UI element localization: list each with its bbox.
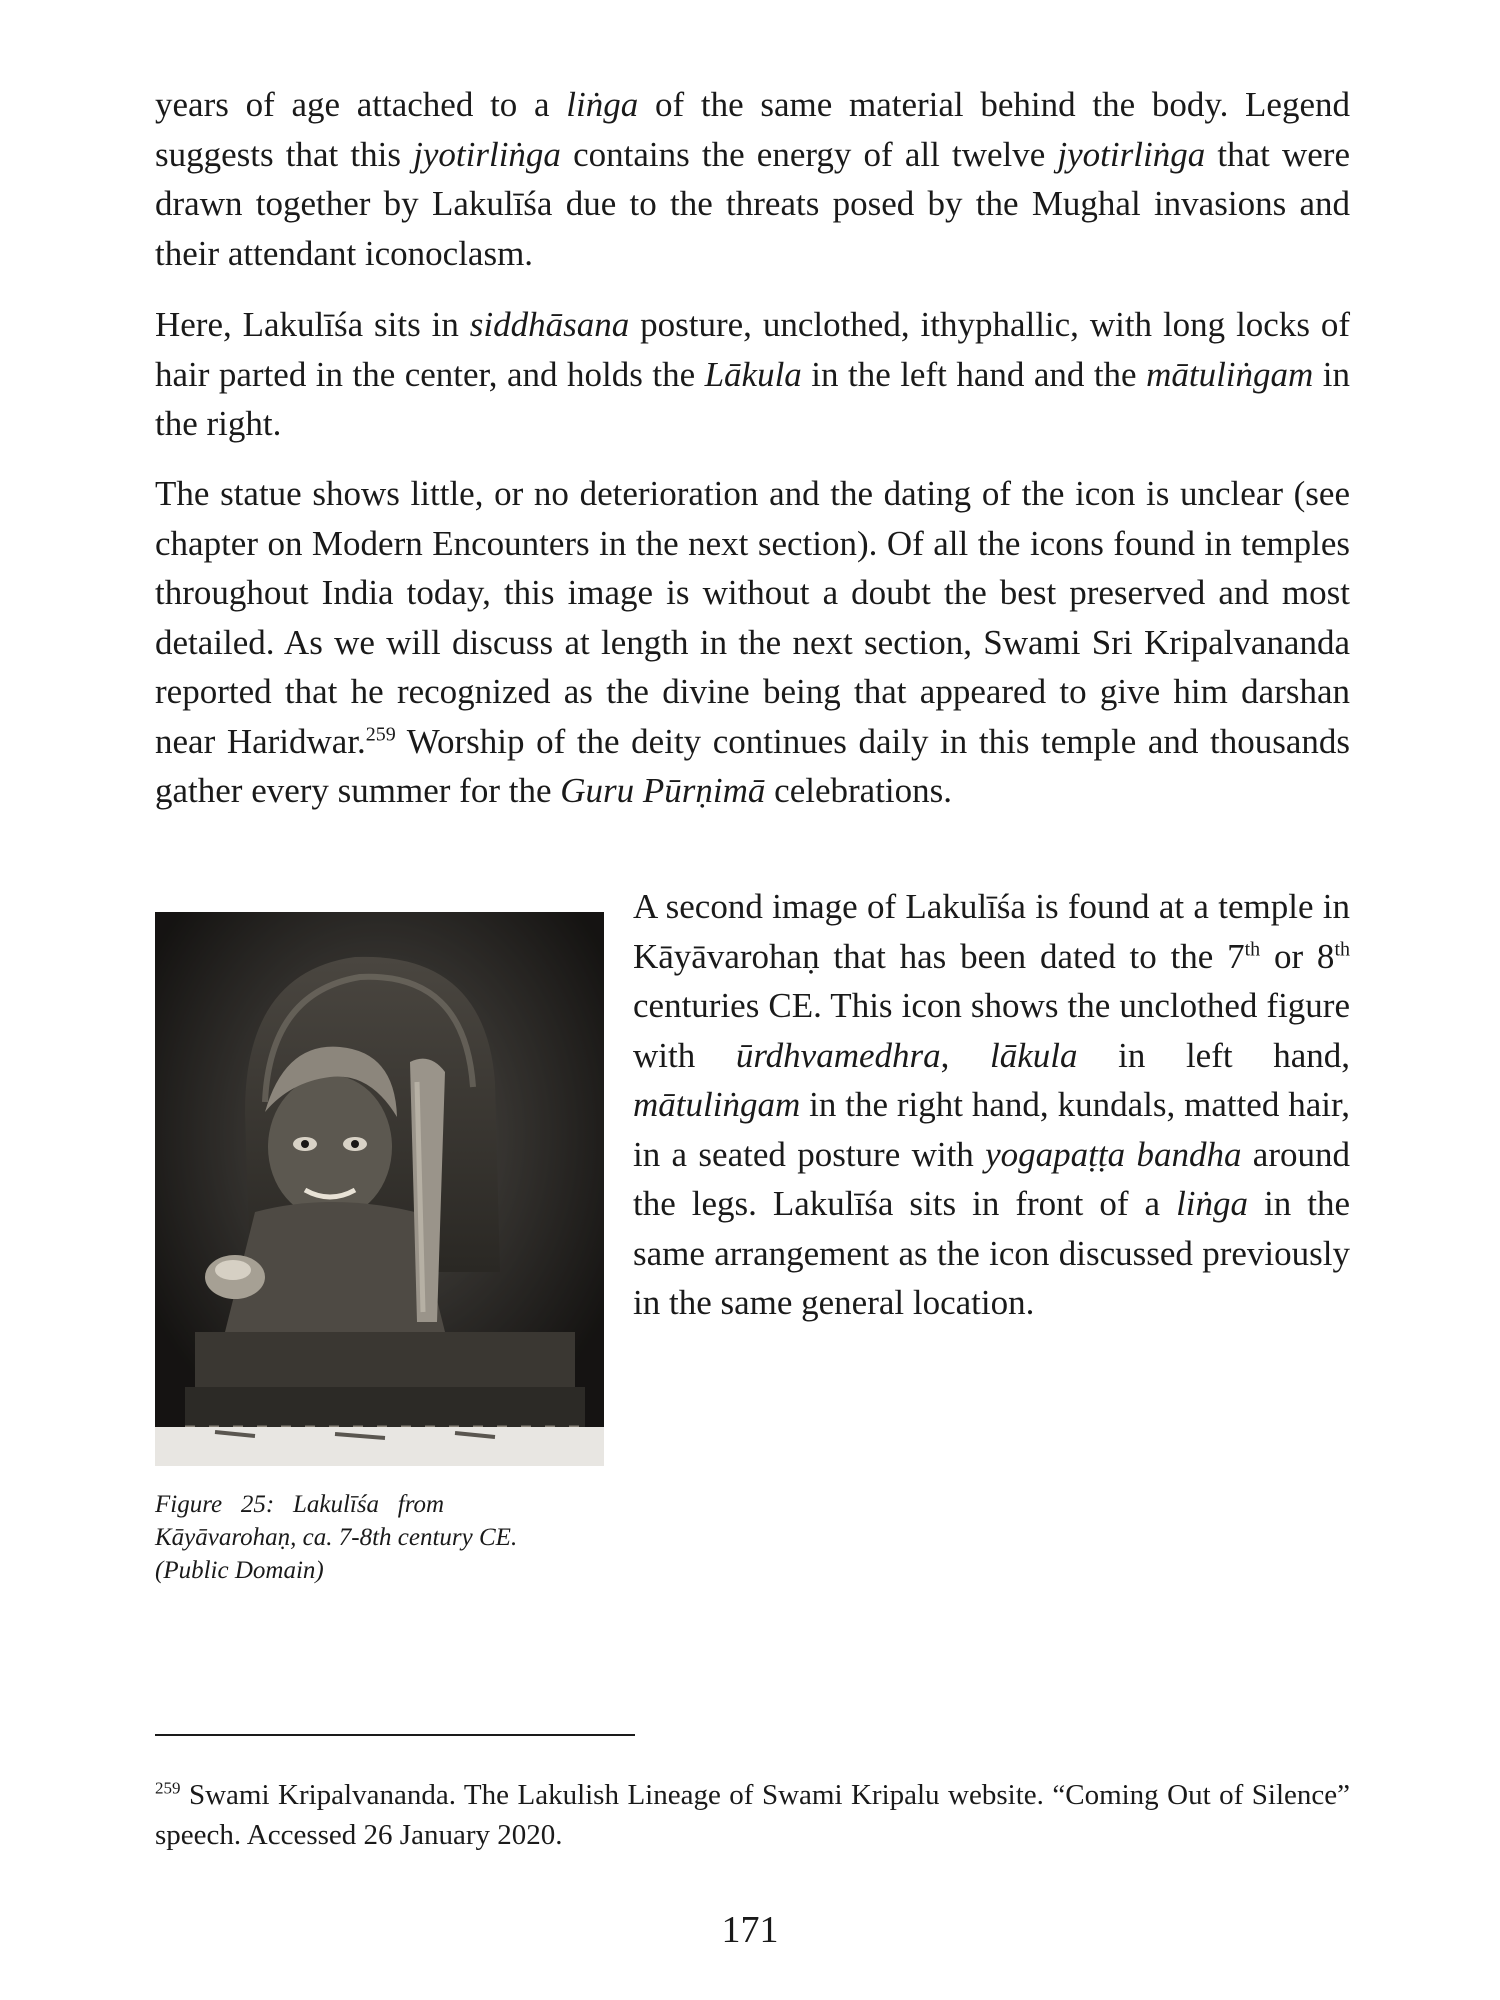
paragraph-3 [155,469,1350,816]
paragraph-4 [633,882,1350,1328]
text-run: around the legs. Lakulīśa sits in front of a [633,1134,1350,1223]
italic-term: liṅga [566,85,639,124]
text-run: in the right hand, kundals, matted hair, in a seated posture with [633,1085,1350,1174]
text-run: that were drawn together by Lakulīśa due to the threats posed by the Mughal invasions and their attendant iconoclasm. [155,134,1350,273]
footnote-separator [155,1734,635,1736]
italic-term: yogapaṭṭa bandha [985,1134,1242,1174]
text-run: in the same arrangement as the icon discussed previously in the same general location. [633,1184,1351,1322]
text-run: Here, Lakulīśa sits in [155,305,470,344]
text-run: posture, unclothed, ithyphallic, with long locks of hair parted in the center, and holds the [155,305,1350,394]
footnote-text: Swami Kripalvananda. The Lakulish Lineage of Swami Kripalu website. “Coming Out of Silence” speech. Accessed 26 January 2020. [155,1779,1350,1851]
ordinal-suffix: th [1244,937,1261,960]
statue-photo-illustration [155,912,604,1466]
italic-term: liṅga [1176,1184,1249,1223]
footnote [155,1775,1350,1855]
caption-line: (Public Domain) [155,1557,324,1584]
figure-caption [155,1488,604,1587]
italic-term: lākula [990,1035,1078,1075]
text-run: or 8 [1260,936,1335,976]
italic-term: Guru Pūrṇimā [560,771,766,810]
italic-term: siddhāsana [469,305,630,344]
italic-term: mātuliṅgam [633,1085,801,1124]
caption-line: Figure 25: Lakulīśa from [155,1491,445,1518]
italic-term: Lākula [704,354,802,394]
italic-term: mātuliṅgam [1146,354,1314,394]
text-run: of the same material behind the body. Legend suggests that this [155,85,1350,174]
paragraph-2 [155,300,1350,449]
italic-term: jyotirliṅga [1057,134,1206,174]
italic-term: ūrdhvamedhra [735,1035,941,1075]
text-run: A second image of Lakulīśa is found at a temple in Kāyāvarohaṇ that has been dated to the 7 [633,887,1350,976]
text-run: The statue shows little, or no deterioration and the dating of the icon is unclear (see chapter on Modern Encounters in the next section). Of all the icons found in temples throughout India today, this image is without a doubt the best preserved and most detailed. As we will discuss at length in the next section, Swami Sri Kripalvananda reported that he recognized as the divine being that appeared to give him darshan near Haridwar. [155,474,1350,761]
text-run: celebrations. [765,771,953,810]
italic-term: jyotirliṅga [413,134,561,174]
footnote-number: 259 [155,1778,181,1798]
text-run: in left hand, [1077,1035,1350,1075]
text-run: centuries CE. This icon shows the unclothed figure with [633,986,1350,1075]
ordinal-suffix: th [1334,937,1350,960]
text-run: , [940,1035,991,1075]
figure-lakulisa-photo [155,912,604,1466]
paragraph-1 [155,80,1350,278]
text-run: years of age attached to a [155,85,567,124]
text-run: in the left hand and the [801,354,1147,394]
footnote-reference[interactable]: 259 [365,722,396,745]
text-run: contains the energy of all twelve [560,134,1058,174]
caption-line: Kāyāvarohaṇ, ca. 7-8th century CE. [155,1524,518,1551]
text-run: Worship of the deity continues daily in this temple and thousands gather every summer for the [155,721,1351,810]
page-number: 171 [721,1909,779,1951]
text-run: in the right. [155,354,1350,443]
